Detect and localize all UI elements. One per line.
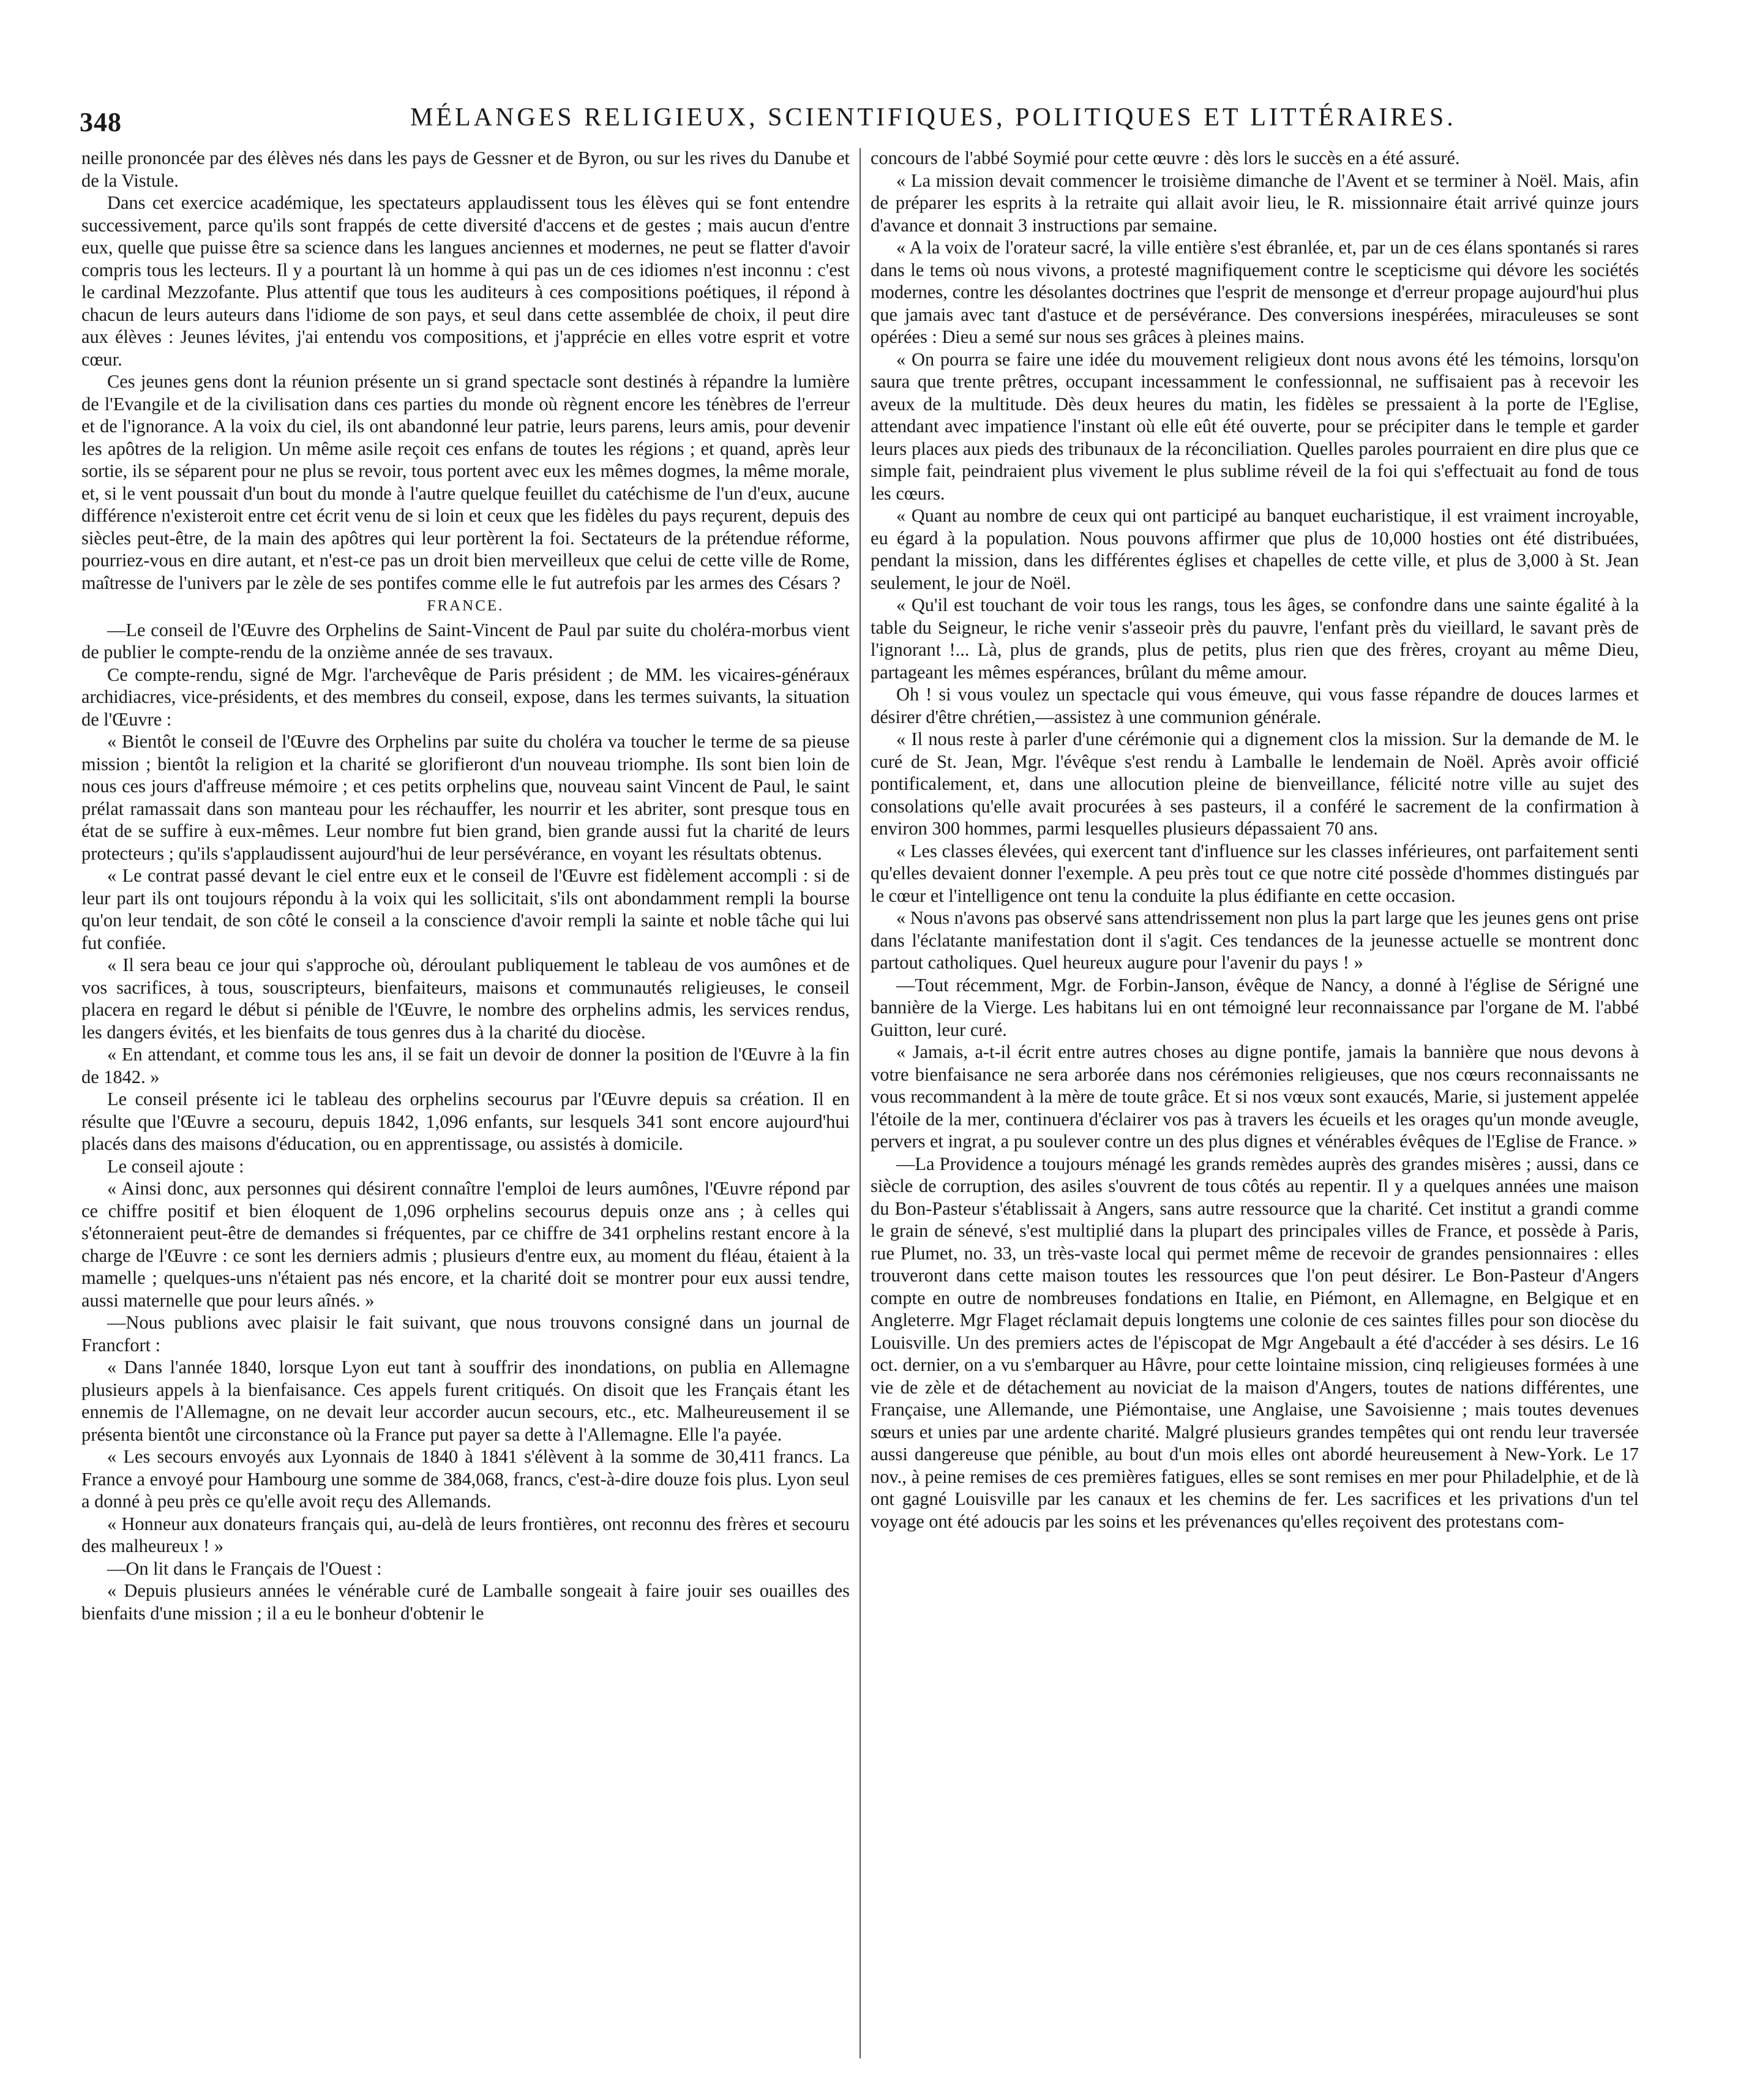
left-column [81,147,850,2063]
paragraph: « Bientôt le conseil de l'Œuvre des Orphelins par suite du choléra va toucher le terme de sa pieuse mission ; bientôt la religion et la charité se glorifieront d'un nouveau triomphe. Ils sont bien loin de nous ces jours d'affreuse mémoire ; et ces petits orphelins que, nouveau saint Vincent de Paul, le saint prélat ramassait dans son manteau pour les réchauffer, les nourrir et les abriter, sont presque tous en état de se suffire à eux-mêmes. Leur nombre fut bien grand, bien grande aussi fut la charité de leurs protecteurs ; qu'ils s'applaudissent aujourd'hui de leur persévérance, en voyant les résultats obtenus. [81,731,850,864]
column-divider [860,148,861,2058]
journal-title: MÉLANGES RELIGIEUX, SCIENTIFIQUES, POLITIQUES ET LITTÉRAIRES. [410,103,1456,132]
paragraph: « Dans l'année 1840, lorsque Lyon eut tant à souffrir des inondations, on publia en Allemagne plusieurs appels à la bienfaisance. Ces appels furent critiqués. On disoit que les Français étant les ennemis de l'Allemagne, on ne devait leur accorder aucun secours, etc., etc. Malheureusement il se présenta bientôt une circonstance où la France put payer sa dette à l'Allemagne. Elle l'a payée. [81,1357,850,1445]
paragraph: Ce compte-rendu, signé de Mgr. l'archevêque de Paris président ; de MM. les vicaires-généraux archidiacres, vice-présidents, et des membres du conseil, expose, dans les termes suivants, la situation de l'Œuvre : [81,664,850,730]
paragraph: Dans cet exercice académique, les spectateurs applaudissent tous les élèves qui se font entendre successivement, parce qu'ils sont frappés de cette diversité d'accens et de gestes ; mais aucun d'entre eux, quelle que puisse être sa science dans les langues anciennes et modernes, ne peut se flatter d'avoir compris tous les lecteurs. Il y a pourtant là un homme à qui pas un de ces idiomes n'est inconnu : c'est le cardinal Mezzofante. Plus attentif que tous les auditeurs à ces compositions poétiques, il répond à chacun de leurs auteurs dans l'idiome de son pays, et seul dans cette assemblée de choix, il peut dire aux élèves : Jeunes lévites, j'ai entendu vos compositions, et j'apprécie en elles votre esprit et votre cœur. [81,192,850,370]
paragraph: —Le conseil de l'Œuvre des Orphelins de Saint-Vincent de Paul par suite du choléra-morbus vient de publier le compte-rendu de la onzième année de ses travaux. [81,619,850,662]
paragraph: —Nous publions avec plaisir le fait suivant, que nous trouvons consigné dans un journal de Francfort : [81,1312,850,1356]
running-head [80,103,1622,140]
paragraph: « Le contrat passé devant le ciel entre eux et le conseil de l'Œuvre est fidèlement accompli : si de leur part ils ont toujours répondu à la voix qui les sollicitait, s'ils ont abondamment rempli la bourse qu'on leur tendait, de son côté le conseil a la conscience d'avoir rempli la sainte et noble tâche qui lui fut confiée. [81,865,850,953]
paragraph: Oh ! si vous voulez un spectacle qui vous émeuve, qui vous fasse répandre de douces larmes et désirer d'être chrétien,—assistez à une communion générale. [871,684,1639,727]
section-heading: FRANCE. [427,598,504,614]
paragraph: « En attendant, et comme tous les ans, il se fait un devoir de donner la position de l'Œuvre à la fin de 1842. » [81,1044,850,1087]
paragraph: —Tout récemment, Mgr. de Forbin-Janson, évêque de Nancy, a donné à l'église de Sérigné une bannière de la Vierge. Les habitans lui en ont témoigné leur reconnaissance par l'organe de M. l'abbé Guitton, leur curé. [871,974,1639,1040]
paragraph: Le conseil ajoute : [107,1155,244,1177]
paragraph: —On lit dans le Français de l'Ouest : [107,1558,382,1579]
page-number: 348 [80,107,122,137]
paragraph: « Honneur aux donateurs français qui, au-delà de leurs frontières, ont reconnu des frères et secouru des malheureux ! » [81,1513,850,1556]
paragraph: « Il nous reste à parler d'une cérémonie qui a dignement clos la mission. Sur la demande de M. le curé de St. Jean, Mgr. l'évêque s'est rendu à Lamballe le lendemain de Noël. Après avoir officié pontificalement, et, dans une allocution pleine de bienveillance, félicité notre ville au sujet des consolations qu'elle avait procurées à ses pasteurs, il a conféré le sacrement de la confirmation à environ 300 hommes, parmi lesquelles plusieurs dépassaient 70 ans. [871,729,1639,839]
paragraph: neille prononcée par des élèves nés dans les pays de Gessner et de Byron, ou sur les rives du Danube et de la Vistule. [81,148,850,191]
paragraph: « Qu'il est touchant de voir tous les rangs, tous les âges, se confondre dans une sainte égalité à la table du Seigneur, le riche venir s'asseoir près du pauvre, l'enfant près du vieillard, le savant près de l'ignorant !... Là, plus de grands, plus de petits, plus rien que des frères, croyant au même Dieu, partageant les mêmes espérances, brûlant du même amour. [871,594,1639,683]
paragraph: « Les secours envoyés aux Lyonnais de 1840 à 1841 s'élèvent à la somme de 30,411 francs. La France a envoyé pour Hambourg une somme de 384,068, francs, c'est-à-dire douze fois plus. Lyon seul a donné à peu près ce qu'elle avoit reçu des Allemands. [81,1446,850,1512]
paragraph: « Jamais, a-t-il écrit entre autres choses au digne pontife, jamais la bannière que nous devons à votre bienfaisance ne sera arborée dans nos cérémonies religieuses, que nos cœurs reconnaissants ne vous recommandent à la mère de toute grâce. Et si nos vœux sont exaucés, Marie, si justement appelée l'étoile de la mer, continuera d'éclairer vos pas à travers les écueils et les orages qu'un monde aveugle, pervers et ingrat, a pu soulever contre un des plus dignes et vénérables évêques de l'Eglise de France. » [871,1041,1639,1152]
paragraph: « Les classes élevées, qui exercent tant d'influence sur les classes inférieures, ont parfaitement senti qu'elles devaient donner l'exemple. A peu près tout ce que notre cité possède d'hommes distingués par le cœur et l'intelligence ont tenu la conduite la plus édifiante en cette occasion. [871,840,1639,906]
paragraph: « On pourra se faire une idée du mouvement religieux dont nous avons été les témoins, lorsqu'on saura que trente prêtres, occupant incessamment le confessionnal, ne suffisaient pas à recevoir les aveux de la multitude. Dès deux heures du matin, les fidèles se pressaient à la porte de l'Eglise, attendant avec impatience l'instant où elle eût été ouverte, pour se précipiter dans le temple et garder leurs places aux pieds des tribunaux de la réconciliation. Quelles paroles pourraient en dire plus que ce simple fait, peindraient plus vivement le plus sublime réveil de la foi qui s'effectuait au fond de tous les cœurs. [871,348,1639,504]
paragraph: « Ainsi donc, aux personnes qui désirent connaître l'emploi de leurs aumônes, l'Œuvre répond par ce chiffre positif et bien éloquent de 1,096 orphelins secourus depuis onze ans ; à celles qui s'étonneraient peut-être de demandes si fréquentes, par ce chiffre de 341 orphelins restant encore à la charge de l'Œuvre : ce sont les derniers admis ; plusieurs d'entre eux, au moment du fléau, étaient à la mamelle ; quelques-uns n'étaient pas nés encore, et la charité doit se montrer pour eux aussi tendre, aussi maternelle que pour leurs aînés. » [81,1178,850,1311]
paragraph: Le conseil présente ici le tableau des orphelins secourus par l'Œuvre depuis sa création. Il en résulte que l'Œuvre a secouru, depuis 1842, 1,096 enfants, sur lesquels 341 sont encore aujourd'hui placés dans des maisons d'éducation, ou en apprentissage, ou assistés à domicile. [81,1089,850,1154]
paragraph: « La mission devait commencer le troisième dimanche de l'Avent et se terminer à Noël. Mais, afin de préparer les esprits à la retraite qui allait avoir lieu, le R. missionnaire était arrivé quinze jours d'avance et donnait 3 instructions par semaine. [871,170,1639,236]
paragraph: « Nous n'avons pas observé sans attendrissement non plus la part large que les jeunes gens ont prise dans l'éclatante manifestation dont il s'agit. Ces tendances de la jeunesse actuelle se montrent donc partout catholiques. Quel heureux augure pour l'avenir du pays ! » [871,907,1639,973]
paragraph: « A la voix de l'orateur sacré, la ville entière s'est ébranlée, et, par un de ces élans spontanés si rares dans le tems où nous vivons, a protesté magnifiquement contre le scepticisme qui dévore les sociétés modernes, contre les désolantes doctrines que l'esprit de mensonge et d'erreur propage aujourd'hui plus que jamais avec tant d'astuce et de persévérance. Des conversions inespérées, miraculeuses se sont opérées : Dieu a semé sur nous ses grâces à pleines mains. [871,237,1639,347]
right-column [871,147,1639,2063]
paragraph: « Il sera beau ce jour qui s'approche où, déroulant publiquement le tableau de vos aumônes et de vos sacrifices, à tous, souscripteurs, bienfaiteurs, maisons et communautés religieuses, le conseil placera en regard le début si pénible de l'Œuvre, le nombre des orphelins admis, les services rendus, les dangers évités, et les bienfaits de tous genres dus à la charité du diocèse. [81,954,850,1043]
paragraph: « Quant au nombre de ceux qui ont participé au banquet eucharistique, il est vraiment incroyable, eu égard à la population. Nous pouvons affirmer que plus de 10,000 hosties ont été distribuées, pendant la mission, dans les différentes églises et chapelles de cette ville, et plus de 3,000 à St. Jean seulement, le jour de Noël. [871,505,1639,593]
paragraph: —La Providence a toujours ménagé les grands remèdes auprès des grandes misères ; aussi, dans ce siècle de corruption, des asiles s'ouvrent de tous côtés au repentir. Il y a quelques années une maison du Bon-Pasteur s'établissait à Angers, sans autre ressource que la charité. Cet institut a grandi comme le grain de sénevé, s'est multiplié dans la plupart des principales villes de France, et possède à Paris, rue Plumet, no. 33, un très-vaste local qui permet même de recevoir de grandes pensionnaires : elles trouveront dans cette maison toutes les ressources que l'on peut désirer. Le Bon-Pasteur d'Angers compte en outre de nombreuses fondations en Italie, en Piémont, en Allemagne, en Belgique et en Angleterre. Mgr Flaget réclamait depuis longtems une colonie de ces saintes filles pour son diocèse du Louisville. Un des premiers actes de l'épiscopat de Mgr Angebault a été d'accéder à ses désirs. Le 16 oct. dernier, on a vu s'embarquer au Hâvre, pour cette lointaine mission, cinq religieuses formées à une vie de zèle et de détachement au noviciat de la maison d'Angers, toutes de nations différentes, une Française, une Allemande, une Piémontaise, une Anglaise, une Savoisienne ; mais toutes devenues sœurs et unies par une ardente charité. Malgré plusieurs grandes tempêtes qui ont rendu leur traversée aussi dangereuse que pénible, au bout d'un mois elles ont abordé heureusement à New-York. Le 17 nov., à peine remises de ces premières fatigues, elles se sont remises en mer pour Philadelphie, et de là ont gagné Louisville par les canaux et les chemins de fer. Les sacrifices et les privations d'un tel voyage ont été adoucis par les soins et les prévenances qu'elles reçoivent des protestans com- [871,1153,1639,1532]
paragraph: concours de l'abbé Soymié pour cette œuvre : dès lors le succès en a été assuré. [871,148,1460,168]
paragraph: « Depuis plusieurs années le vénérable curé de Lamballe songeait à faire jouir ses ouailles des bienfaits d'une mission ; il a eu le bonheur d'obtenir le [81,1580,850,1624]
paragraph: Ces jeunes gens dont la réunion présente un si grand spectacle sont destinés à répandre la lumière de l'Evangile et de la civilisation dans ces parties du monde où règnent encore les ténèbres de l'erreur et de l'ignorance. A la voix du ciel, ils ont abandonné leur patrie, leurs parens, leurs amis, pour devenir les apôtres de la religion. Un même asile reçoit ces enfans de toutes les régions ; et quand, après leur sortie, ils se séparent pour ne plus se revoir, tous portent avec eux les mêmes dogmes, la même morale, et, si le vent poussait d'un bout du monde à l'autre quelque feuillet du catéchisme de l'un d'eux, aucune différence n'existeroit entre cet écrit venu de si loin et ceux que les fidèles du pays reçurent, depuis des siècles peut-être, de la main des apôtres qui leur portèrent la foi. Sectateurs de la prétendue réforme, pourriez-vous en dire autant, et n'est-ce pas un droit bien merveilleux que celui de cette ville de Rome, maîtresse de l'univers par le zèle de ses pontifes comme elle le fut autrefois par les armes des Césars ? [81,371,850,593]
